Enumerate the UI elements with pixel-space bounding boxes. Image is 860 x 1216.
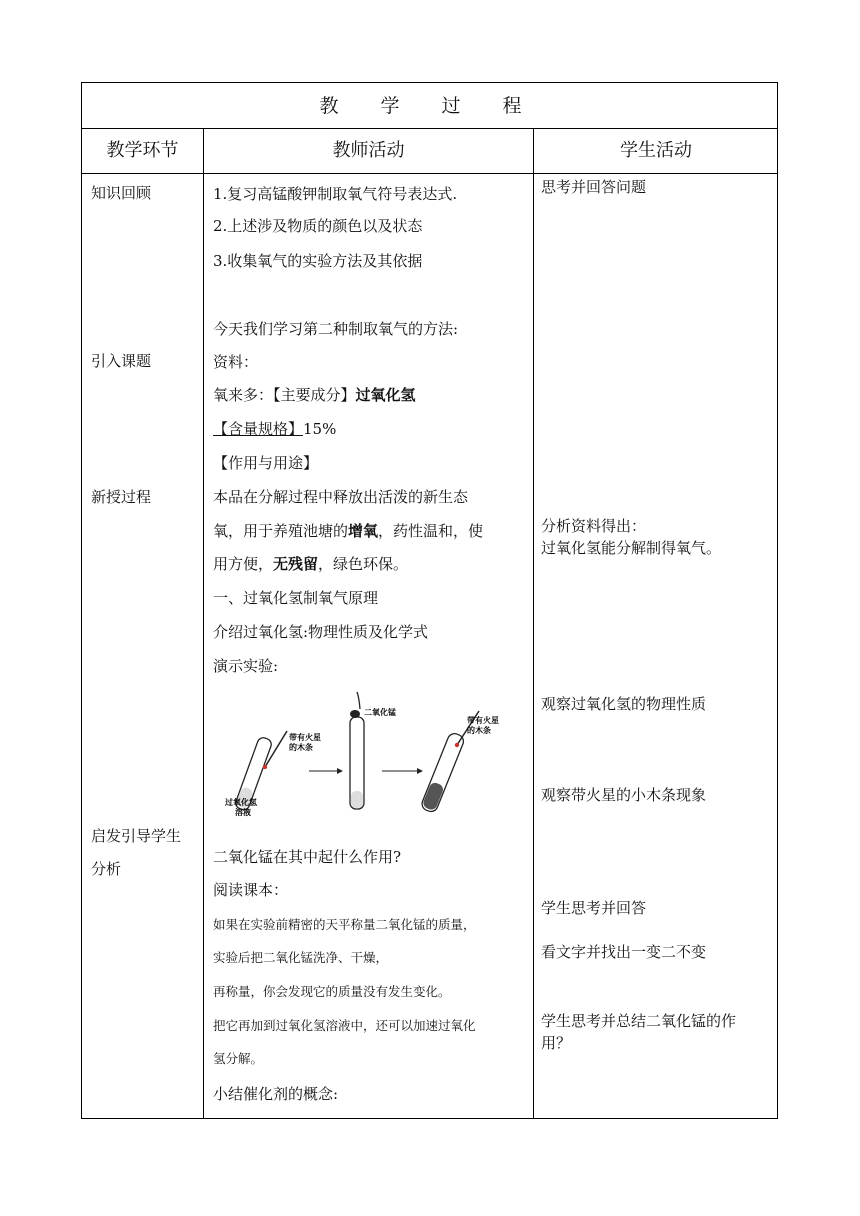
teacher-line: 本品在分解过程中释放出活泼的新生态: [213, 488, 469, 506]
student-line: 过氧化氢能分解制得氧气。: [541, 539, 722, 557]
student-line: 学生思考并总结二氧化锰的作: [541, 1012, 737, 1030]
mno2-powder: [350, 710, 360, 718]
fig-label: 的木条: [467, 725, 491, 735]
spark-2: [455, 743, 459, 747]
tube-2-liquid: [351, 791, 363, 808]
stage-review: 知识回顾: [91, 184, 152, 202]
teacher-line: 如果在实验前精密的天平称量二氧化锰的质量，: [213, 917, 476, 932]
fig-label: 二氧化锰: [364, 707, 396, 717]
lesson-table: [81, 82, 778, 1119]
student-line: 用？: [541, 1034, 572, 1052]
teacher-line: 二氧化锰在其中起什么作用?: [213, 848, 402, 866]
bold-term: 增氧: [348, 522, 379, 540]
header-teacher: 教师活动: [332, 140, 405, 161]
text-span: 氧，用于养殖池塘的: [213, 522, 349, 540]
teacher-line: [213, 521, 483, 541]
splint-1: [265, 731, 287, 767]
divider: [533, 129, 534, 1118]
teacher-line: 今天我们学习第二种制取氧气的方法:: [213, 320, 459, 338]
student-line: 观察过氧化氢的物理性质: [541, 695, 707, 713]
teacher-line: [213, 554, 408, 574]
spatula: [357, 692, 360, 709]
teacher-line: 1.复习高锰酸钾制取氧气符号表达式.: [213, 185, 458, 203]
divider: [82, 173, 777, 174]
teacher-line: 【作用与用途】: [213, 454, 319, 472]
student-line: 思考并回答问题: [541, 178, 647, 196]
teacher-line: 2.上述涉及物质的颜色以及状态: [213, 217, 423, 235]
student-line: 分析资料得出：: [541, 517, 647, 535]
text-span: 用方便，: [213, 555, 274, 573]
teacher-line: 一、过氧化氢制氧气原理: [213, 589, 379, 607]
experiment-diagram: [217, 687, 517, 827]
teacher-line: 介绍过氧化氢:物理性质及化学式: [213, 623, 429, 641]
stage-intro: 引入课题: [91, 352, 152, 370]
underlined-term: 【含量规格】: [213, 420, 304, 438]
arrow-2-head: [417, 768, 423, 774]
fig-label: 带有火星: [289, 732, 321, 742]
text-span: ，药性温和，使: [378, 522, 484, 540]
teacher-line: 把它再加到过氧化氢溶液中，还可以加速过氧化: [213, 1018, 476, 1033]
spark-1: [263, 765, 267, 769]
teacher-line: 阅读课本：: [213, 881, 289, 899]
text-span: ，绿色环保。: [318, 555, 409, 573]
teacher-line: 实验后把二氧化锰洗净、干燥，: [213, 950, 389, 965]
teacher-line: 资料：: [213, 353, 259, 371]
table-title: 教 学 过 程: [319, 95, 540, 117]
teacher-line: 3.收集氧气的实验方法及其依据: [213, 252, 423, 270]
fig-label: 带有火星: [467, 715, 499, 725]
teacher-line: [213, 419, 336, 439]
student-line: 看文字并找出一变二不变: [541, 943, 707, 961]
bold-term: 无残留: [273, 555, 319, 573]
stage-guide-2: 分析: [91, 860, 122, 878]
header-stage: 教学环节: [106, 140, 179, 161]
bold-term: 过氧化氢: [355, 386, 416, 404]
text-span: 氧来多：: [213, 386, 274, 404]
fig-label: 过氧化氢: [225, 797, 257, 807]
teacher-line: [213, 385, 416, 405]
fig-label: 的木条: [289, 742, 313, 752]
teacher-line: 氢分解。: [213, 1051, 264, 1066]
text-span: 15%: [303, 420, 337, 438]
student-line: 观察带火星的小木条现象: [541, 786, 707, 804]
student-line: 学生思考并回答: [541, 899, 647, 917]
stage-guide-1: 启发引导学生: [91, 827, 182, 845]
teacher-line: 演示实验:: [213, 657, 279, 675]
divider: [203, 129, 204, 1118]
fig-label: 溶液: [235, 807, 251, 817]
teacher-line: 小结催化剂的概念:: [213, 1085, 339, 1103]
arrow-1-head: [337, 768, 343, 774]
stage-new: 新授过程: [91, 488, 152, 506]
text-span: 【主要成分】: [273, 386, 356, 404]
header-student: 学生活动: [620, 140, 692, 161]
teacher-line: 再称量，你会发现它的质量没有发生变化。: [213, 984, 451, 999]
